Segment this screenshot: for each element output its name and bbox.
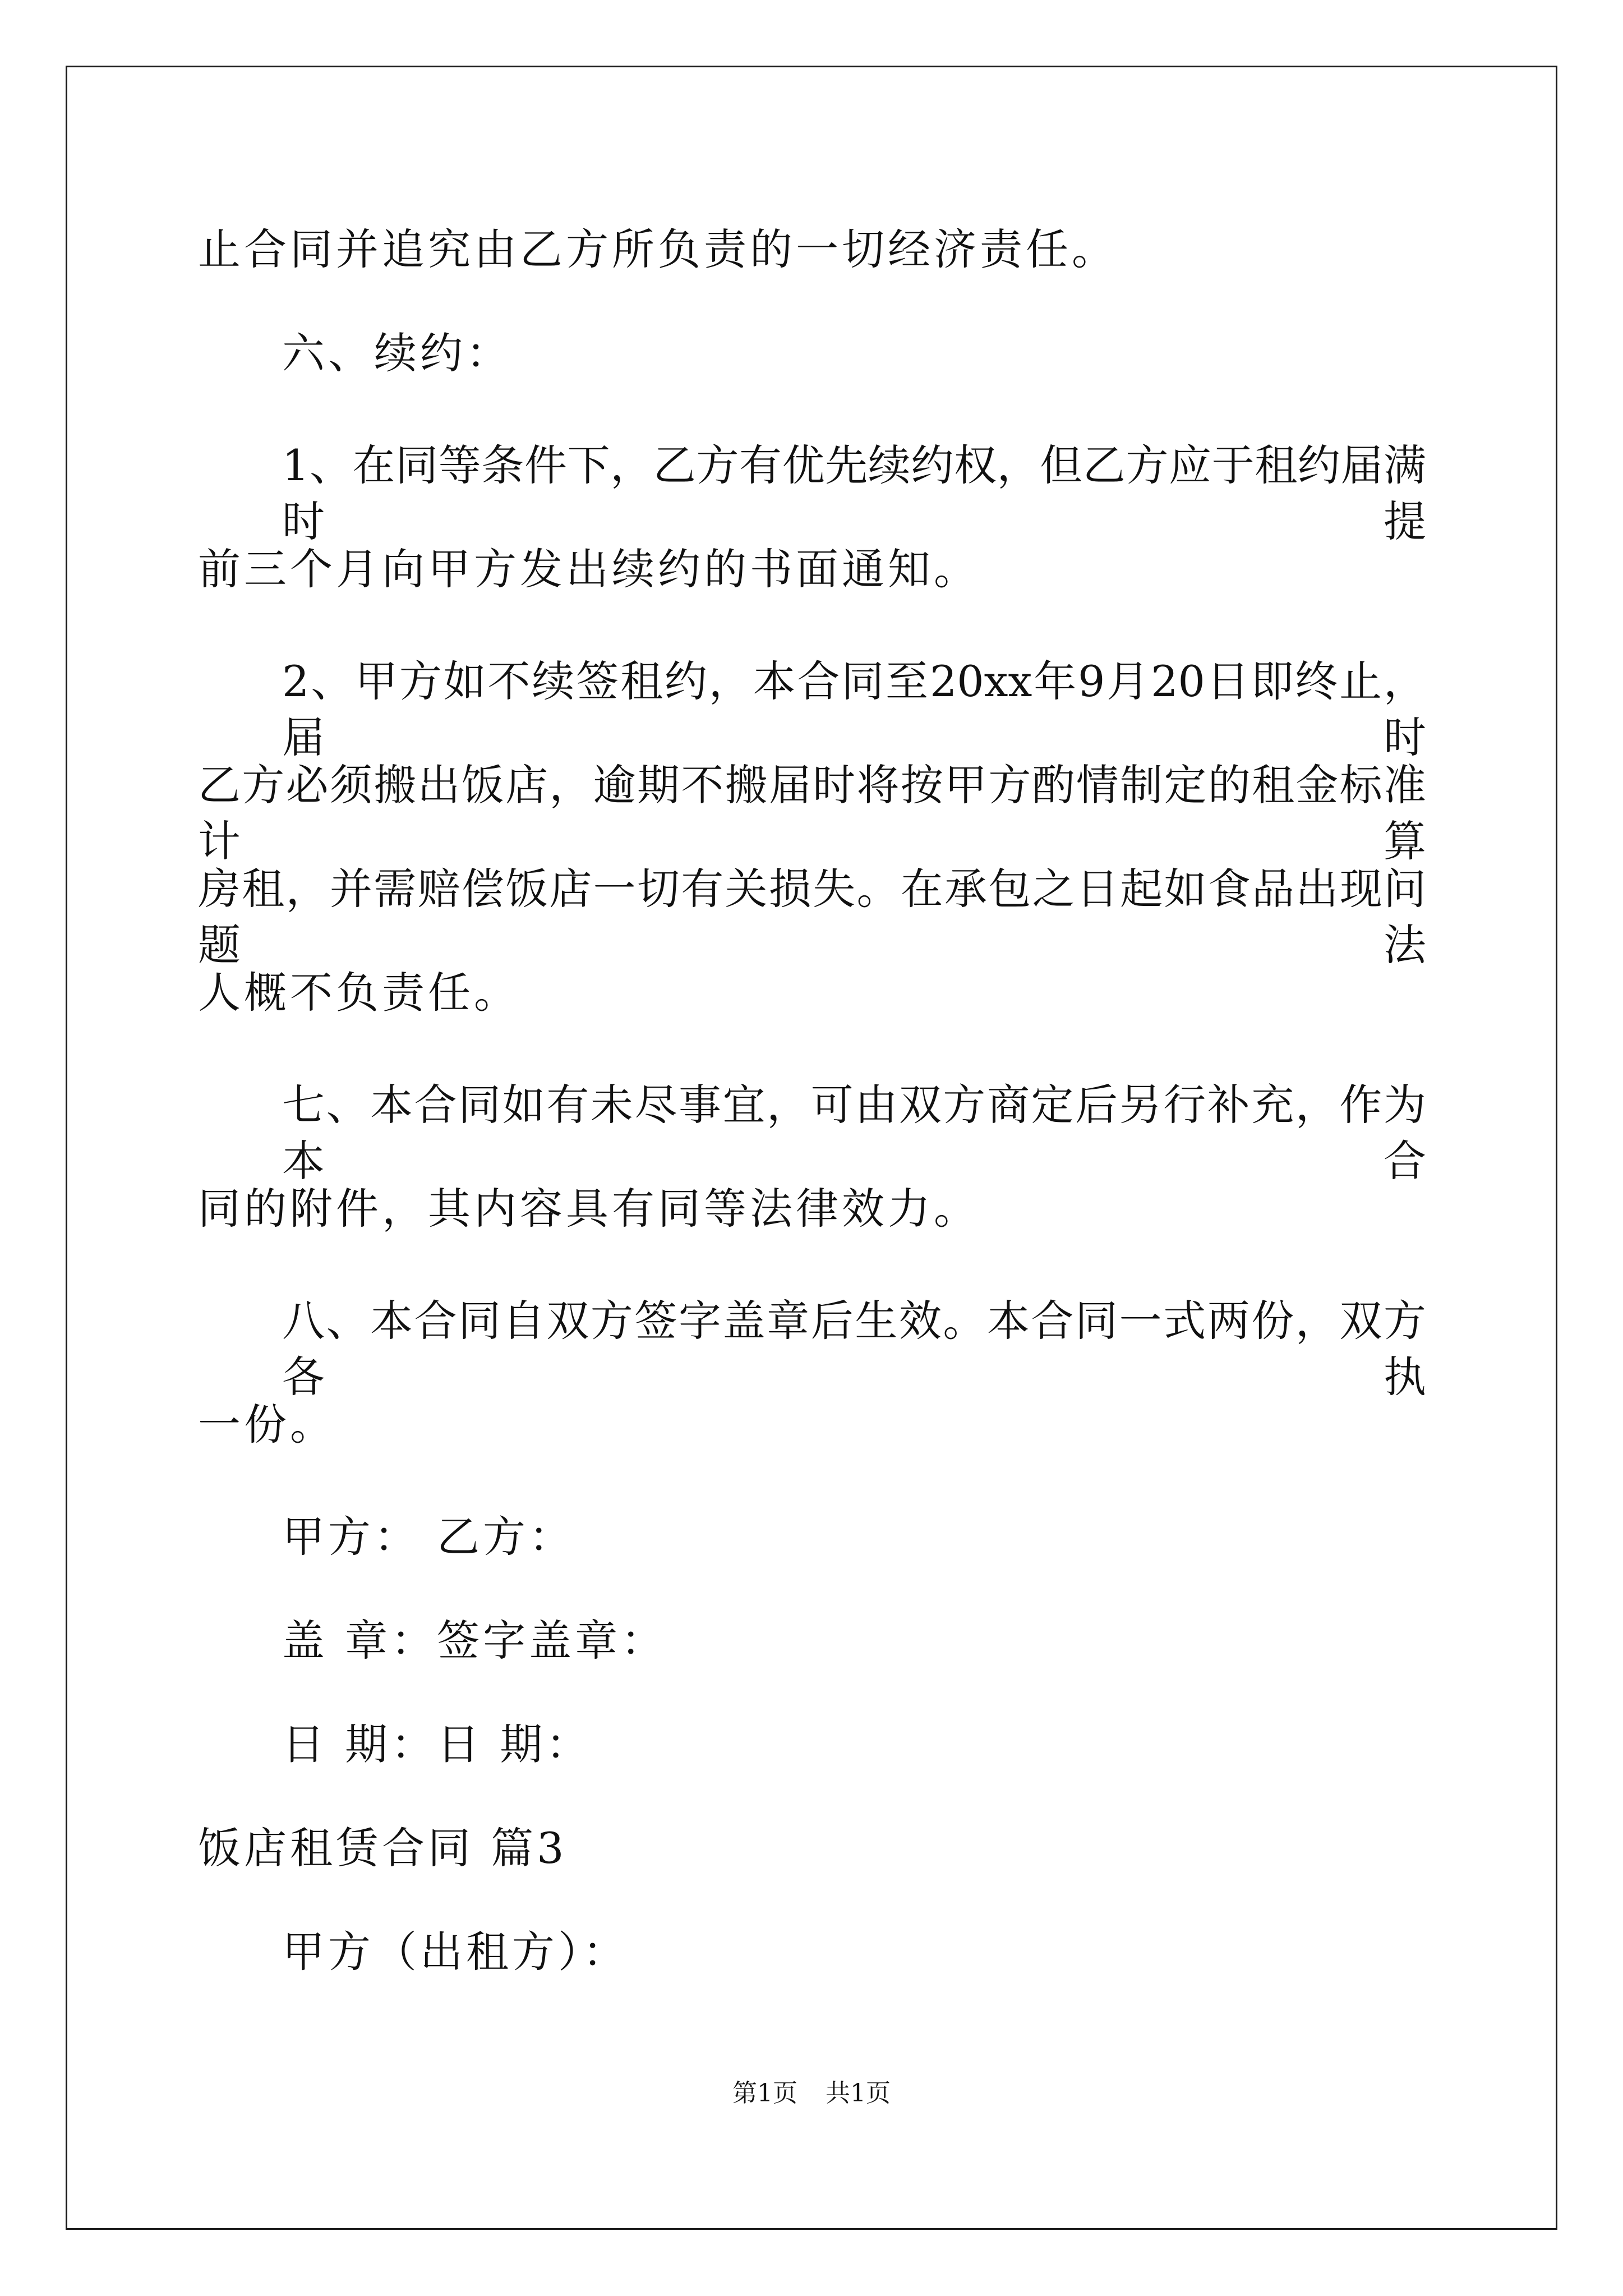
text-line-5: 2、甲方如不续签租约，本合同至20xx年9月20日即终止，届时 xyxy=(282,656,1426,762)
text-line-11: 八、本合同自双方签字盖章后生效。本合同一式两份，双方各执 xyxy=(282,1296,1426,1402)
text-line-4: 前三个月向甲方发出续约的书面通知。 xyxy=(198,544,980,594)
text-line-6: 乙方必须搬出饭店，逾期不搬届时将按甲方酌情制定的租金标准计算 xyxy=(198,760,1426,866)
text-line-lessor: 甲方（出租方）： xyxy=(282,1927,629,1977)
section-heading-renewal: 六、续约： xyxy=(282,328,512,378)
signature-seal-line: 盖 章：签字盖章： xyxy=(282,1616,667,1665)
page-number-total: 共1页 xyxy=(826,2079,891,2108)
text-line-12: 一份。 xyxy=(198,1400,336,1450)
text-line-7: 房租，并需赔偿饭店一切有关损失。在承包之日起如食品出现问题法 xyxy=(198,864,1426,970)
page-number-current: 第1页 xyxy=(732,2079,797,2108)
signature-party-line: 甲方： 乙方： xyxy=(282,1512,575,1562)
text-line-10: 同的附件，其内容具有同等法律效力。 xyxy=(198,1184,980,1234)
text-line-9: 七、本合同如有未尽事宜，可由双方商定后另行补充，作为本合 xyxy=(282,1080,1426,1186)
page-footer xyxy=(0,2077,1623,2110)
section-title: 饭店租赁合同 篇3 xyxy=(198,1823,568,1873)
text-line-3: 1、在同等条件下，乙方有优先续约权，但乙方应于租约届满时提 xyxy=(282,440,1426,546)
signature-date-line: 日 期：日 期： xyxy=(282,1719,592,1769)
text-line-1: 止合同并追究由乙方所负责的一切经济责任。 xyxy=(198,224,1118,274)
text-line-8: 人概不负责任。 xyxy=(198,968,520,1018)
